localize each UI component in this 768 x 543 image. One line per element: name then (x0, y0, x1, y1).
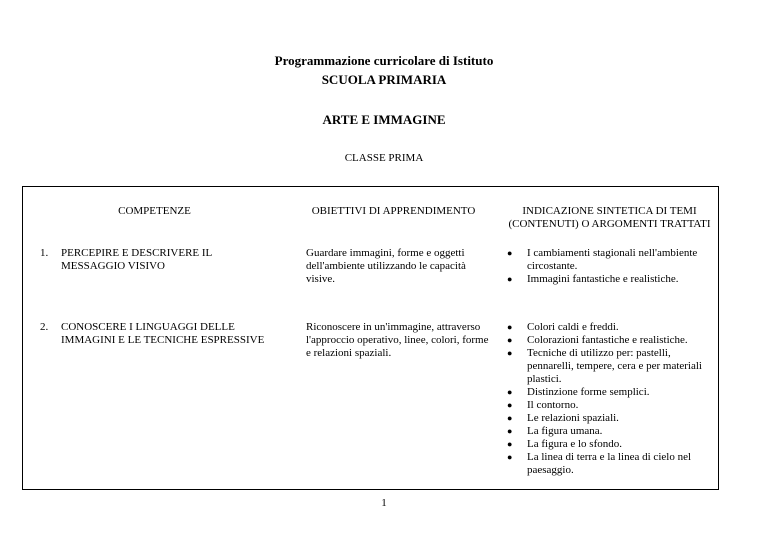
list-item: ● La figura e lo sfondo. (507, 438, 717, 451)
competence-text: PERCEPIRE E DESCRIVERE IL MESSAGGIO VISIVO (61, 247, 212, 272)
objective-cell: Guardare immagini, forme e oggetti dell'ambiente utilizzando le capacità visive. (306, 247, 466, 285)
list-item: ● Le relazioni spaziali. (507, 412, 717, 425)
class-title: CLASSE PRIMA (344, 152, 424, 164)
list-item: ● Colorazioni fantastiche e realistiche. (507, 334, 717, 347)
list-item: ● La figura umana. (507, 425, 717, 438)
column-header-competenze: COMPETENZE (118, 205, 191, 217)
list-item: ● Tecniche di utilizzo per: pastelli, pennarelli, tempere, cera e per materiali plastici. (507, 347, 717, 386)
list-item: ● Immagini fantastiche e realistiche. (507, 273, 717, 286)
column-header-temi: INDICAZIONE SINTETICA DI TEMI (CONTENUTI) O ARGOMENTI TRATTATI (508, 205, 711, 230)
list-item: ● I cambiamenti stagionali nell'ambiente circostante. (507, 247, 717, 273)
school-level: SCUOLA PRIMARIA (321, 72, 447, 87)
competence-text: CONOSCERE I LINGUAGGI DELLE IMMAGINI E LE TECNICHE ESPRESSIVE (61, 321, 265, 346)
list-item: ● Colori caldi e freddi. (507, 321, 717, 334)
competence-cell (40, 247, 270, 273)
document-title: Programmazione curricolare di Istituto (274, 53, 494, 68)
column-header-obiettivi: OBIETTIVI DI APPRENDIMENTO (311, 205, 476, 217)
curriculum-table (22, 186, 719, 490)
page-number: 1 (381, 497, 387, 509)
list-item: ● La linea di terra e la linea di cielo nel paesaggio. (507, 451, 717, 477)
competence-number: 1. (40, 247, 49, 259)
competence-cell (40, 321, 270, 347)
objective-cell: Riconoscere in un'immagine, attraverso l'approccio operativo, linee, colori, forme e relazioni spaziali. (306, 321, 489, 359)
competence-number: 2. (40, 321, 49, 333)
subject-title: ARTE E IMMAGINE (322, 112, 446, 127)
topics-list (507, 321, 717, 477)
list-item: ● Distinzione forme semplici. (507, 386, 717, 399)
list-item: ● Il contorno. (507, 399, 717, 412)
topics-list (507, 247, 717, 286)
